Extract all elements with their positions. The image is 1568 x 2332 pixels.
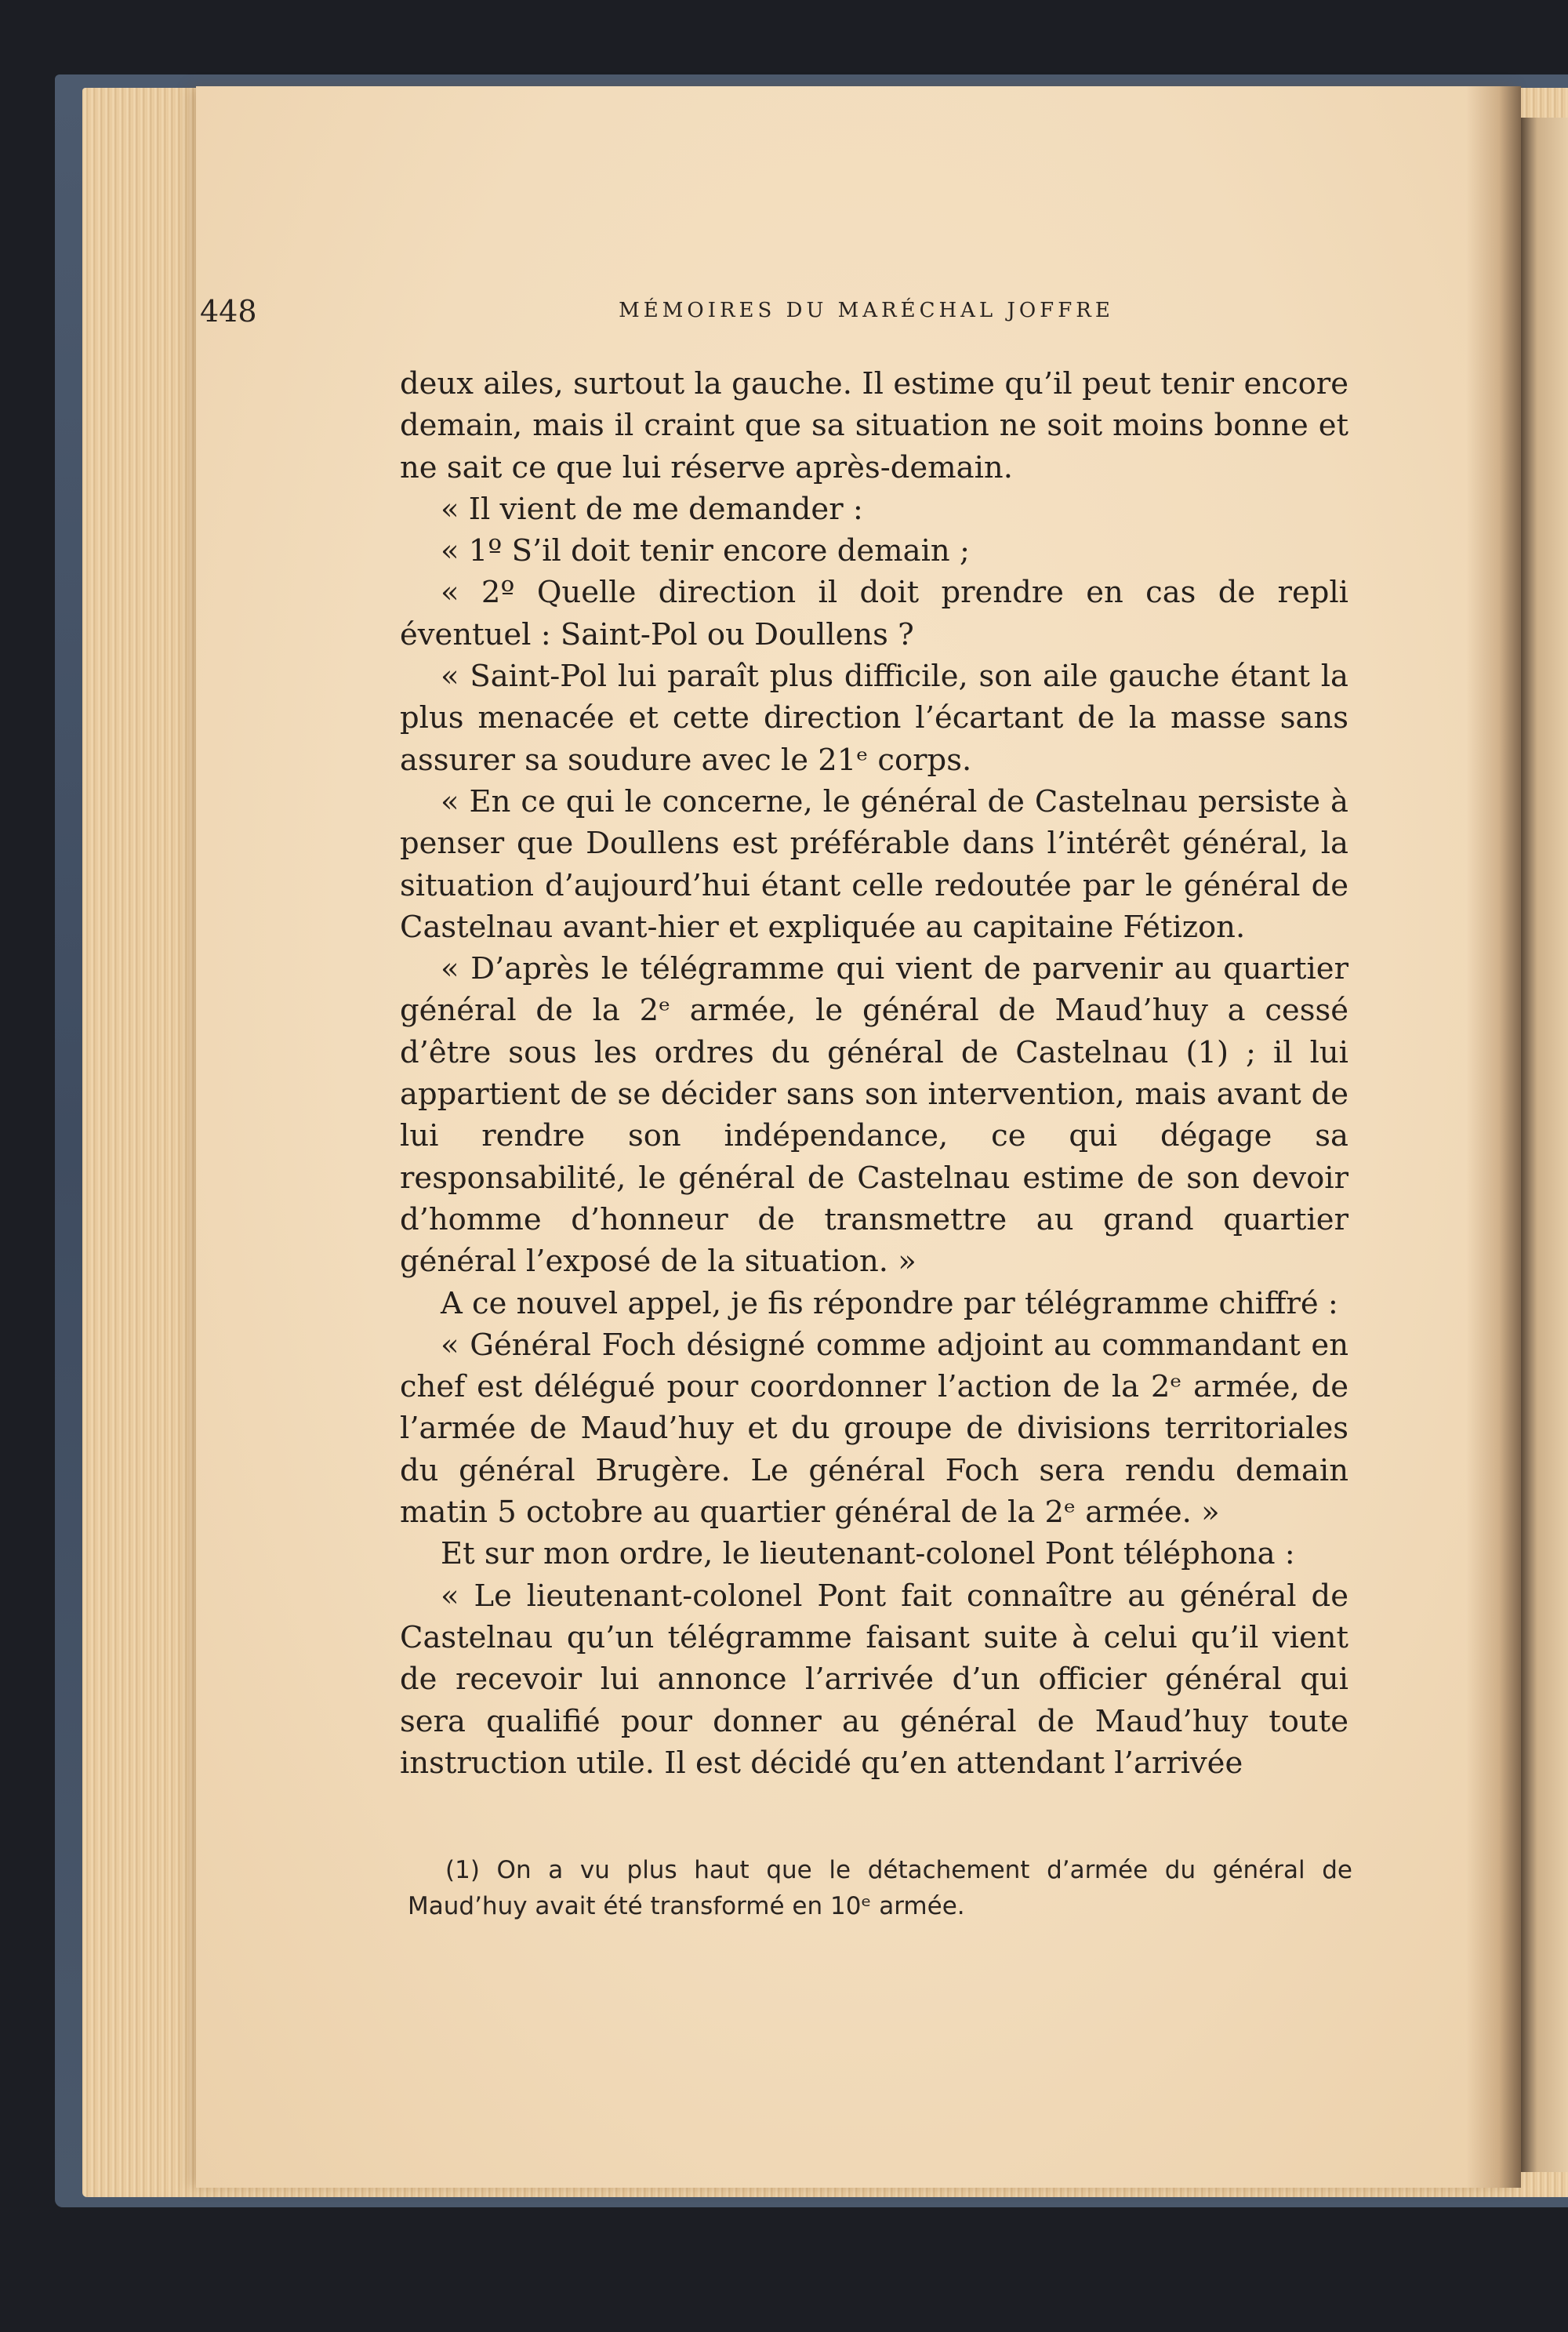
- page-gutter: [1466, 86, 1521, 2188]
- paragraph: « En ce qui le concerne, le général de Castelnau persiste à penser que Doullens est préférable dans l’intérêt général, la situation d’aujourd’hui étant celle redoutée par le général de Castelnau avant-hier et expliquée au capitaine Fétizon.: [400, 783, 1348, 945]
- footnote: [408, 1852, 1352, 1924]
- footnote-text: (1) On a vu plus haut que le détachement d’armée du général de Maud’huy avait été transformé en 10ᵉ armée.: [408, 1856, 1352, 1920]
- page-number: 448: [200, 294, 257, 329]
- paragraph: « 1º S’il doit tenir encore demain ;: [441, 533, 970, 569]
- page-header: [200, 294, 1376, 341]
- paragraph: Et sur mon ordre, le lieutenant-colonel Pont téléphona :: [441, 1536, 1295, 1572]
- paragraph: « Saint-Pol lui paraît plus difficile, son aile gauche étant la plus menacée et cette direction l’écartant de la masse sans assurer sa soudure avec le 21ᵉ corps.: [400, 659, 1348, 778]
- paragraph: « Le lieutenant-colonel Pont fait connaître au général de Castelnau qu’un télégramme faisant suite à celui qu’il vient de recevoir lui annonce l’arrivée d’un officier général qui sera qualifié pour donner au général de Maud’huy toute instruction utile. Il est décidé qu’en attendant l’arrivée: [400, 1578, 1348, 1781]
- main-text: [400, 363, 1348, 1784]
- running-title: MÉMOIRES DU MARÉCHAL JOFFRE: [619, 299, 1114, 322]
- paragraph: « D’après le télégramme qui vient de parvenir au quartier général de la 2ᵉ armée, le général de Maud’huy a cessé d’être sous les ordres du général de Castelnau (1) ; il lui appartient de se décider sans son intervention, mais avant de lui rendre son indépendance, ce qui dégage sa responsabilité, le général de Castelnau estime de son devoir d’homme d’honneur de transmettre au grand quartier général l’exposé de la situation. »: [400, 951, 1348, 1280]
- facing-page-edge: [1521, 118, 1568, 2172]
- paragraph: « Général Foch désigné comme adjoint au commandant en chef est délégué pour coordonner l’action de la 2ᵉ armée, de l’armée de Maud’huy et du groupe de divisions territoriales du général Brugère. Le général Foch sera rendu demain matin 5 octobre au quartier général de la 2ᵉ armée. »: [400, 1327, 1348, 1531]
- paragraph: « Il vient de me demander :: [441, 491, 863, 527]
- paragraph: A ce nouvel appel, je fis répondre par télégramme chiffré :: [441, 1285, 1338, 1321]
- paragraph: deux ailes, surtout la gauche. Il estime qu’il peut tenir encore demain, mais il craint que sa situation ne soit moins bonne et ne sait ce que lui réserve après-demain.: [400, 366, 1348, 485]
- paragraph: « 2º Quelle direction il doit prendre en cas de repli éventuel : Saint-Pol ou Doullens ?: [400, 575, 1348, 652]
